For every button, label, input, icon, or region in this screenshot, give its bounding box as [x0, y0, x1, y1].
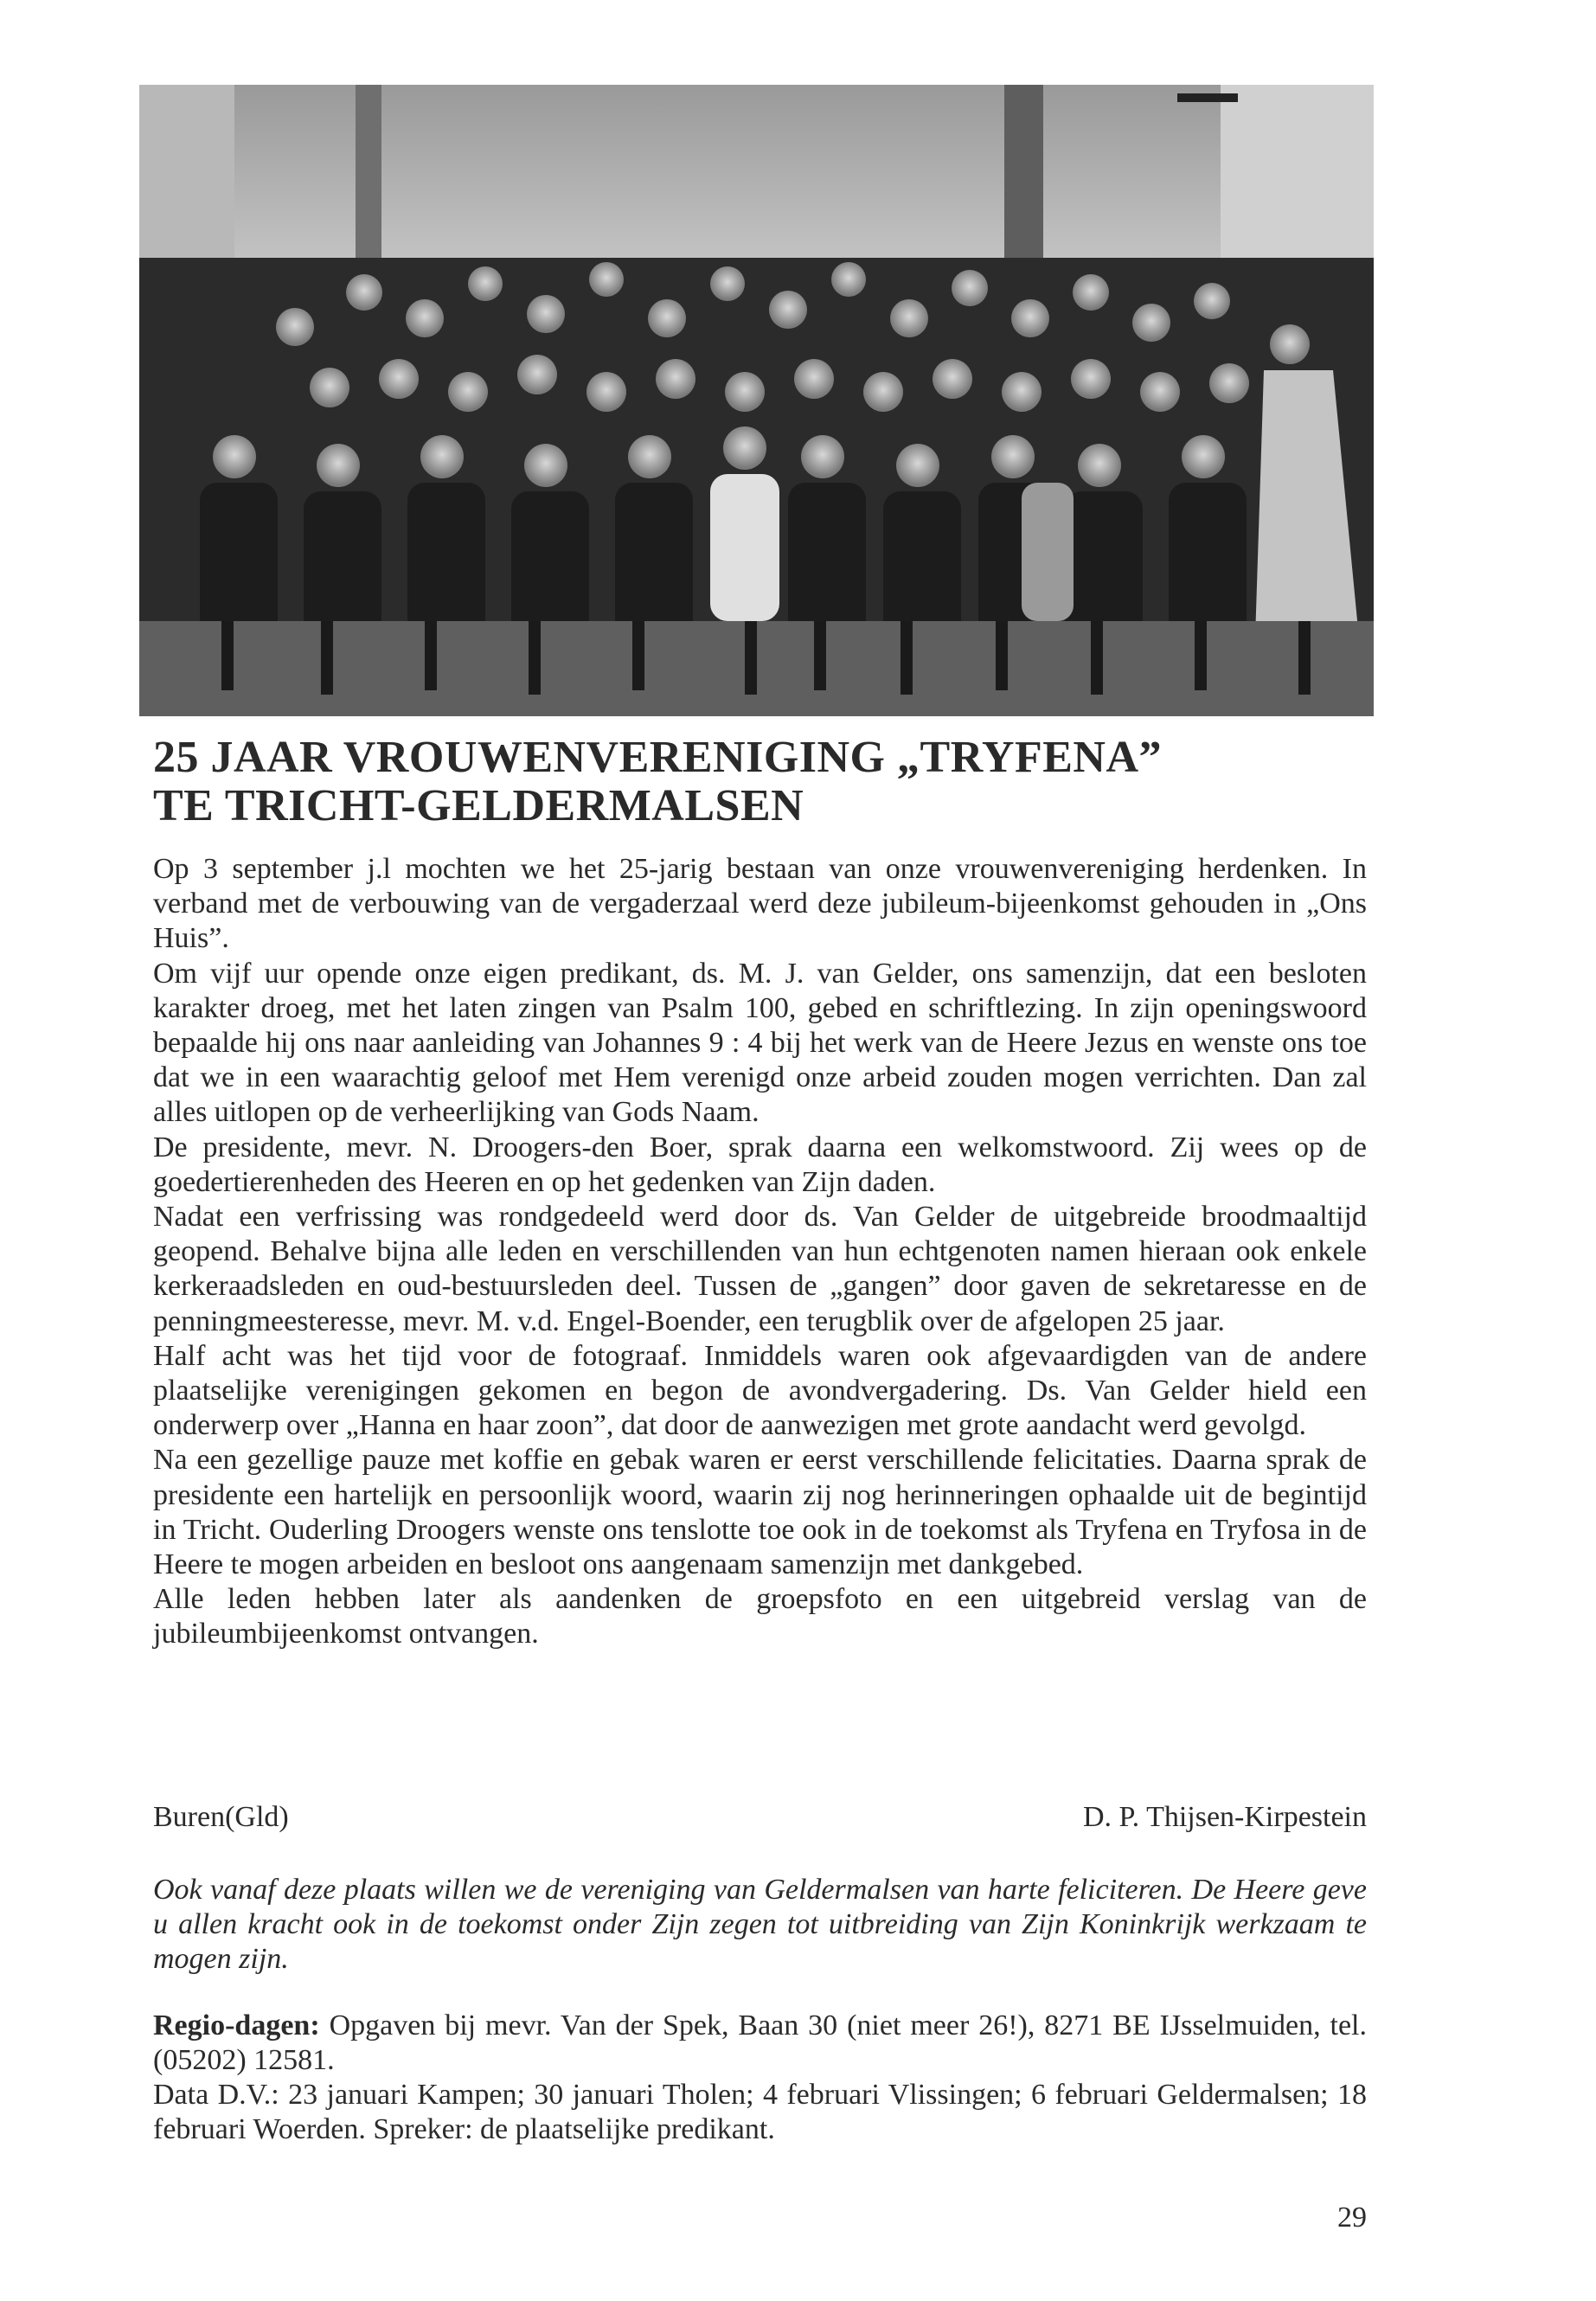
author: D. P. Thijsen-Kirpestein — [1082, 1801, 1367, 1833]
title-line-1: 25 JAAR VROUWENVERENIGING „TRYFENA” — [153, 733, 1163, 782]
paragraph: Nadat een verfrissing was rondgedeeld werd door ds. Van Gelder de uitgebreide broodmaaltijd geopend. Behalve bijna alle leden en verschillenden van hun echtgenoten namen hieraan ook enkele kerkeraadsleden en oud-bestuursleden deel. Tussen de „gangen” door gaven de sekretaresse en de penningmeesteresse, mevr. M. v.d. Engel-Boender, een terugblik over de afgelopen 25 jaar. — [153, 1201, 1367, 1337]
page-number: 29 — [1337, 2202, 1367, 2234]
regio-dagen — [153, 2009, 1367, 2147]
regio-signup-text: Opgaven bij mevr. Van der Spek, Baan 30 (niet meer 26!), 8271 BE IJsselmuiden, tel. (05202) 12581. — [153, 2009, 1367, 2076]
signature-line — [153, 1801, 1367, 1834]
title-line-2: TE TRICHT-GELDERMALSEN — [153, 781, 804, 830]
regio-label: Regio-dagen: — [153, 2009, 320, 2041]
article-title — [153, 734, 1381, 830]
editorial-note: Ook vanaf deze plaats willen we de vereniging van Geldermalsen van harte feliciteren. De Heere geve u allen kracht ook in de toekomst onder Zijn zegen tot uitbreiding van Zijn Koninkrijk werkzaam te mogen zijn. — [153, 1874, 1367, 1975]
group-photo — [139, 85, 1374, 716]
paragraph: Na een gezellige pauze met koffie en gebak waren er eerst verschillende felicitaties. Daarna sprak de presidente een hartelijk en persoonlijk woord, waarin zij nog herinneringen ophaalde uit de begintijd in Tricht. Ouderling Droogers wenste ons tenslotte toe ook in de toekomst als Tryfena en Tryfosa in de Heere te mogen arbeiden en besloot ons aangenaam samenzijn met dankgebed. — [153, 1444, 1367, 1581]
paragraph: Alle leden hebben later als aandenken de groepsfoto en een uitgebreid verslag van de jubileumbijeenkomst ontvangen. — [153, 1583, 1367, 1650]
regio-signup — [153, 2009, 1367, 2078]
article-body — [153, 852, 1367, 1652]
paragraph: Om vijf uur opende onze eigen predikant, ds. M. J. van Gelder, ons samenzijn, dat een besloten karakter droeg, met het laten zingen van Psalm 100, gebed en schriftlezing. In zijn openingswoord bepaalde hij ons naar aanleiding van Johannes 9 : 4 bij het werk van de Heere Jezus en wenste ons toe dat we in een waarachtig geloof met Hem verenigd onze arbeid zouden mogen verrichten. Dan zal alles uitlopen op de verheerlijking van Gods Naam. — [153, 957, 1367, 1129]
paragraph: Half acht was het tijd voor de fotograaf. Inmiddels waren ook afgevaardigden van de andere plaatselijke verenigingen gekomen en begon de avondvergadering. Ds. Van Gelder hield een onderwerp over „Hanna en haar zoon”, dat door de aanwezigen met grote aandacht werd gevolgd. — [153, 1339, 1367, 1442]
group-photo-image — [139, 85, 1374, 716]
regio-dates: Data D.V.: 23 januari Kampen; 30 januari Tholen; 4 februari Vlissingen; 6 februari Geldermalsen; 18 februari Woerden. Spreker: de plaatselijke predikant. — [153, 2079, 1367, 2145]
paragraph: Op 3 september j.l mochten we het 25-jarig bestaan van onze vrouwenvereniging herdenken. In verband met de verbouwing van de vergaderzaal werd deze jubileum-bijeenkomst gehouden in „Ons Huis”. — [153, 853, 1367, 955]
place: Buren(Gld) — [153, 1801, 289, 1833]
paragraph: De presidente, mevr. N. Droogers-den Boer, sprak daarna een welkomstwoord. Zij wees op de goedertierenheden des Heeren en op het gedenken van Zijn daden. — [153, 1131, 1367, 1198]
